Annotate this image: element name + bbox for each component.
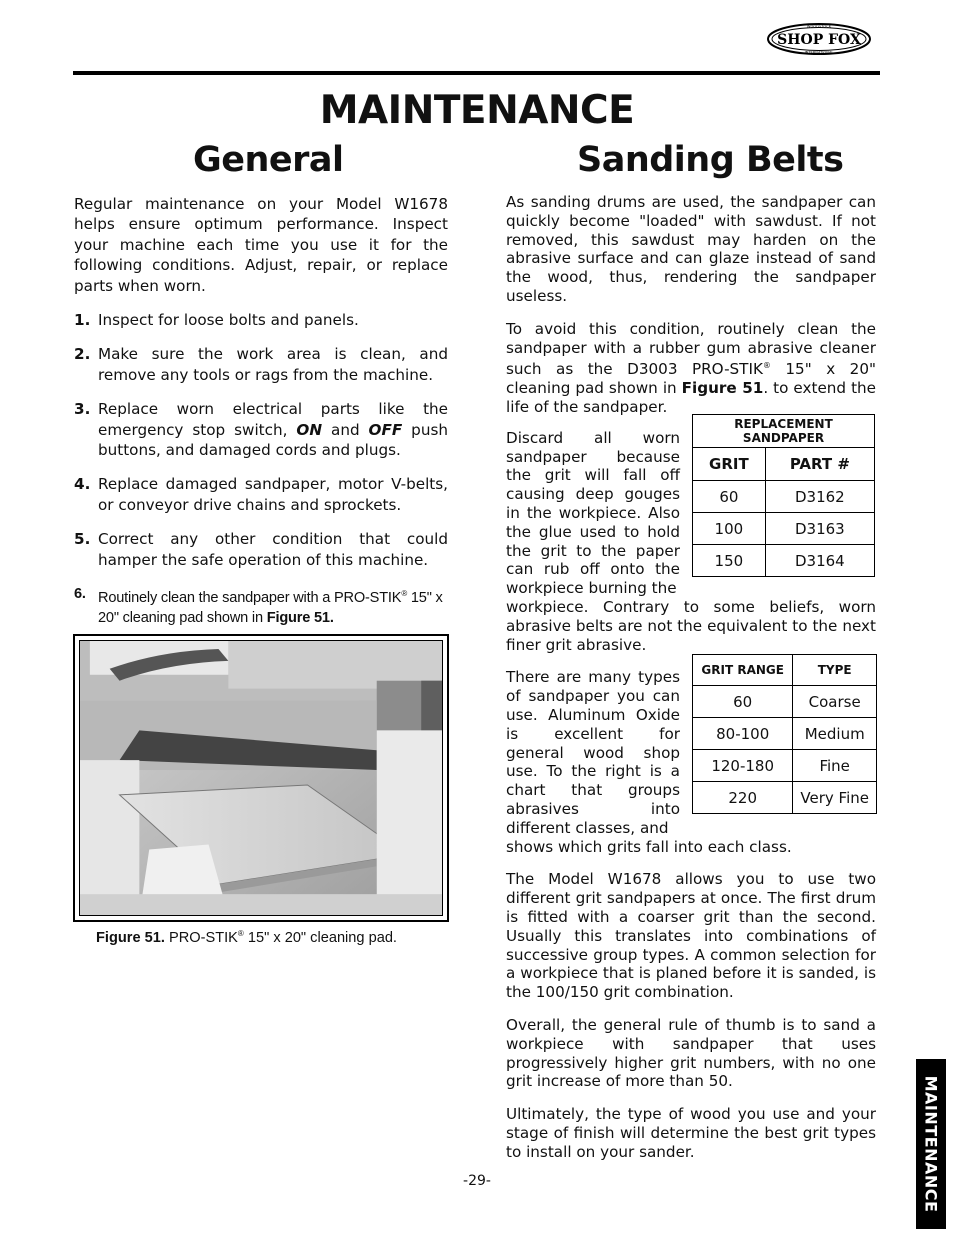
figure-51-photo — [73, 634, 449, 922]
table-header-part: PART # — [765, 448, 874, 481]
table-header-type: TYPE — [793, 655, 877, 686]
sanding-paragraph-3-full: workpiece. Contrary to some beliefs, worn abrasive belts are not the equivalent to the next finer grit abrasive. — [506, 598, 876, 654]
grit-range-table — [692, 654, 877, 814]
table-row: 220 Very Fine — [693, 782, 877, 814]
general-intro: Regular maintenance on your Model W1678 helps ensure optimum performance. Inspect your machine each time you use it for the following conditions. Adjust, repair, or replace parts when worn. — [74, 195, 448, 295]
table-title: REPLACEMENT SANDPAPER — [693, 415, 875, 448]
header-rule — [73, 71, 880, 75]
sanding-paragraph-3-wrap: Discard all worn sandpaper because the grit will fall off causing deep gouges in the workpiece. Also the glue used to hold the grit to the paper can rub off onto the workpiece burning the — [506, 428, 680, 598]
list-item: 3. Replace worn electrical parts like the emergency stop switch, ON and OFF push buttons, and damaged cords and plugs. — [74, 400, 448, 460]
logo-ring-top: WOODSTOCK — [806, 24, 832, 29]
sanding-paragraph-4-wrap: There are many types of sandpaper you can use. Aluminum Oxide is excellent for general wood shop use. To the right is a chart that groups abrasives into different classes, and — [506, 668, 680, 837]
sanding-paragraph-5: The Model W1678 allows you to use two different grit sandpapers at once. The first drum is fitted with a coarser grit than the second. Usually this translates into combinations of successive group types. A common selection for a workpiece that is planed before it is sanded, is the 100/150 grit combination. — [506, 870, 876, 1002]
table-header-grit: GRIT — [693, 448, 766, 481]
figure-caption: Figure 51. PRO-STIK® 15" x 20" cleaning pad. — [96, 929, 397, 946]
table-row: 120-180 Fine — [693, 750, 877, 782]
table-row: 100 D3163 — [693, 513, 875, 545]
sanding-paragraph-7: Ultimately, the type of wood you use and your stage of finish will determine the best grit types to install on your sander. — [506, 1105, 876, 1161]
list-item: 6. Routinely clean the sandpaper with a PRO-STIK® 15" x 20" cleaning pad shown in Figure 51. — [74, 586, 443, 627]
list-item: 1. Inspect for loose bolts and panels. — [74, 311, 359, 330]
list-item: 4. Replace damaged sandpaper, motor V-belts, or conveyor drive chains and sprockets. — [74, 475, 448, 514]
table-row: 60 Coarse — [693, 686, 877, 718]
replacement-sandpaper-table — [692, 414, 875, 577]
page-number: -29- — [463, 1173, 491, 1189]
table-row: 150 D3164 — [693, 545, 875, 577]
section-side-tab: MAINTENANCE — [916, 1059, 946, 1229]
sander-cleaning-pad-image — [79, 640, 443, 916]
table-row: 60 D3162 — [693, 481, 875, 513]
logo-ring-bottom: INTERNATIONAL — [804, 50, 834, 55]
logo-text: SHOP FOX — [777, 32, 861, 48]
sanding-paragraph-6: Overall, the general rule of thumb is to sand a workpiece with sandpaper that uses progressively higher grit numbers, with no one grit increase of more than 50. — [506, 1015, 876, 1091]
list-item: 2. Make sure the work area is clean, and remove any tools or rags from the machine. — [74, 345, 448, 384]
page-title: MAINTENANCE — [319, 88, 635, 133]
section-heading-general: General — [193, 140, 344, 180]
list-item: 5. Correct any other condition that could hamper the safe operation of this machine. — [74, 530, 448, 569]
sanding-paragraph-2: To avoid this condition, routinely clean the sandpaper with a rubber gum abrasive cleaner such as the D3003 PRO-STIK® 15" x 20" cleaning pad shown in Figure 51. to extend the life of the sandpaper. — [506, 319, 876, 417]
section-heading-sanding-belts: Sanding Belts — [577, 140, 844, 180]
table-header-grit-range: GRIT RANGE — [693, 655, 793, 686]
table-row: 80-100 Medium — [693, 718, 877, 750]
shop-fox-logo — [766, 22, 872, 56]
maintenance-steps — [74, 310, 448, 629]
general-column — [74, 194, 448, 643]
sanding-paragraph-4-full: shows which grits fall into each class. — [506, 837, 792, 856]
sanding-paragraph-1: As sanding drums are used, the sandpaper can quickly become "loaded" with sawdust. If not removed, this sawdust may harden on the abrasive surface and can glaze instead of sand the wood, thus, rendering the sandpaper useless. — [506, 193, 876, 305]
